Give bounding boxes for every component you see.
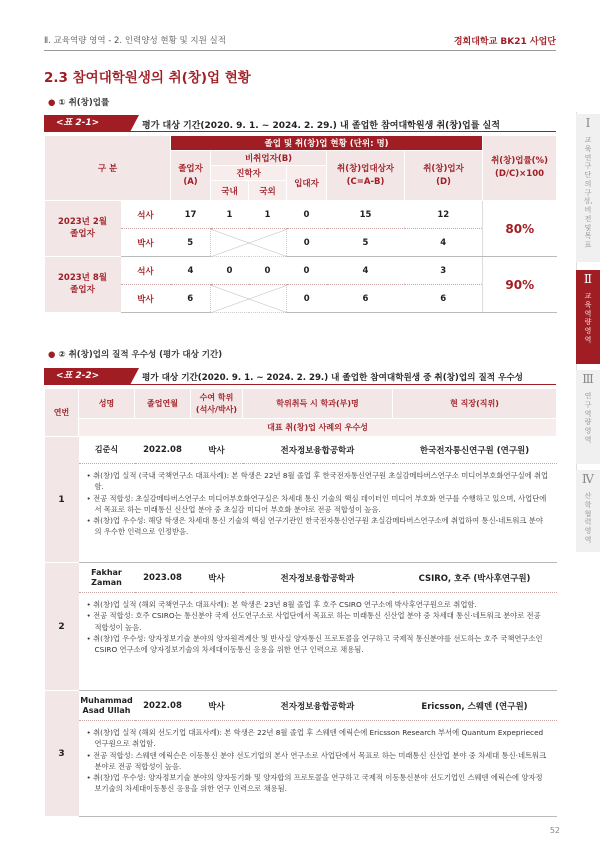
- tab-label: 연구역량 영역: [584, 392, 592, 444]
- header-status: 졸업 및 취(창)업 현황 (단위: 명): [171, 136, 483, 151]
- table-row: [45, 437, 557, 464]
- degree: 박사: [191, 437, 243, 464]
- target-cell: 5: [327, 229, 405, 257]
- desc-item: • 취(창)업 실적 (해외 선도기업 대표사례): 본 학생은 22년 8월 졸업 후 스웨덴 에릭슨에 Ericsson Research 부서에 Quantum Expeprieced 연구원으로 취업함.: [87, 727, 549, 750]
- section-title: 2.3 참여대학원생의 취(창)업 현황: [44, 70, 251, 86]
- desc-item: • 취(창)업 우수성: 양자정보기술 분야의 양자원격계산 및 반사실 양자통신 프로토콜을 연구하고 국제적 통신분야를 선도하는 호주 국책연구소인 CSIRO 연구소에 양자정보기술의 차세대이동통신 응용을 위한 연구 인력으로 채용됨.: [87, 633, 549, 656]
- header-org-name: 경희대학교 BK21 사업단: [453, 37, 556, 47]
- table-row: [45, 691, 557, 721]
- current-job: Ericsson, 스웨덴 (연구원): [393, 691, 557, 721]
- military-cell: 0: [287, 257, 327, 285]
- desc-item: • 취(창)업 실적 (국내 국책연구소 대표사례): 본 학생은 22년 8월 졸업 후 한국전자통신연구원 초실감메타버스연구소 미디어부호화연구실에 취업함.: [87, 470, 549, 493]
- table-row: [45, 285, 557, 313]
- graduates-cell: 6: [171, 285, 211, 313]
- header-rate: 취(창)업률(%) (D/C)×100: [483, 136, 557, 201]
- employed-cell: 12: [405, 201, 483, 229]
- header-degree: 수여 학위 (석사/박사): [191, 389, 243, 419]
- domestic-cell: 1: [211, 201, 249, 229]
- group-label: 2023년 2월 졸업자: [45, 201, 121, 257]
- table-row: [45, 201, 557, 229]
- header-non-employed: 비취업자(B): [211, 151, 327, 166]
- side-tab-4[interactable]: [576, 470, 600, 552]
- department: 전자정보융합공학과: [243, 691, 393, 721]
- military-cell: 0: [287, 229, 327, 257]
- table-row: [45, 464, 557, 563]
- graduates-cell: 4: [171, 257, 211, 285]
- employed-cell: 3: [405, 257, 483, 285]
- table2-caption-text: 평가 대상 기간(2020. 9. 1. ~ 2024. 2. 29.) 내 졸업한 참여대학원생 중 취(창)업의 질적 우수성: [142, 373, 523, 383]
- desc-item: • 전공 적합성: 초실감메타버스연구소 미디어부호화연구실은 차세대 통신 기술의 핵심 데이터인 미디어 부호화 연구를 수행하고 있으며, 사업단에서 목표로 하는 미래통신 신산업 분야 중 초실감 미디어 부호화 분야로 전공 적합성이 높음.: [87, 493, 549, 516]
- caption-underline: [130, 131, 556, 132]
- department: 전자정보융합공학과: [243, 563, 393, 593]
- graduate-name: Fakhar Zaman: [79, 563, 135, 593]
- employed-cell: 6: [405, 285, 483, 313]
- header-military: 입대자: [287, 166, 327, 201]
- page-header: [0, 0, 600, 52]
- header-grad-date: 졸업연월: [135, 389, 191, 419]
- graduation-date: 2023.08: [135, 563, 191, 593]
- header-target: 취(창)업대상자 (C=A-B): [327, 151, 405, 201]
- table-row: [45, 257, 557, 285]
- header-no: 연번: [45, 389, 79, 437]
- table2-caption: [44, 368, 556, 385]
- target-cell: 15: [327, 201, 405, 229]
- subsection-label: ② 취(창)업의 질적 우수성 (평가 대상 기간): [58, 350, 223, 360]
- row-number: 3: [45, 691, 79, 817]
- employment-rate-table: [44, 135, 557, 313]
- degree-cell: 박사: [121, 229, 171, 257]
- graduation-date: 2022.08: [135, 437, 191, 464]
- military-cell: 0: [287, 201, 327, 229]
- degree-cell: 박사: [121, 285, 171, 313]
- header-representative-case: 대표 취(창)업 사례의 우수성: [79, 419, 557, 437]
- header-graduates: 졸업자 (A): [171, 151, 211, 201]
- graduates-cell: 17: [171, 201, 211, 229]
- graduation-date: 2022.08: [135, 691, 191, 721]
- tab-numeral: Ⅲ: [582, 372, 594, 386]
- target-cell: 6: [327, 285, 405, 313]
- row-number: 1: [45, 437, 79, 563]
- military-cell: 0: [287, 285, 327, 313]
- case-description: [79, 464, 557, 563]
- caption-underline: [130, 384, 556, 385]
- graduate-name: Muhammad Asad Ullah: [79, 691, 135, 721]
- degree-cell: 석사: [121, 257, 171, 285]
- rate-cell: 90%: [483, 257, 557, 313]
- employment-quality-table: [44, 388, 557, 817]
- rate-cell: 80%: [483, 201, 557, 257]
- table-row: [45, 721, 557, 817]
- subsection-employment-rate: ● ① 취(창)업률: [48, 98, 110, 108]
- table1-caption: [44, 115, 556, 132]
- header-gubun: 구 분: [45, 136, 171, 201]
- graduates-cell: 5: [171, 229, 211, 257]
- current-job: CSIRO, 호주 (박사후연구원): [393, 563, 557, 593]
- department: 전자정보융합공학과: [243, 437, 393, 464]
- degree: 박사: [191, 691, 243, 721]
- abroad-cell: 0: [249, 257, 287, 285]
- domestic-cell: 0: [211, 257, 249, 285]
- tab-label: 교육연구단의 구성, 비전 및 목표: [583, 136, 593, 249]
- header-employed: 취(창)업자 (D): [405, 151, 483, 201]
- desc-item: • 취(창)업 우수성: 해당 학생은 차세대 통신 기술의 핵심 연구기관인 한국전자통신연구원 초실감메타버스연구소에 취업하여 통신-네트워크 분야의 우수한 인력으로 인정받음.: [87, 515, 549, 538]
- case-description: [79, 721, 557, 817]
- tab-numeral: Ⅰ: [585, 116, 591, 130]
- employed-cell: 4: [405, 229, 483, 257]
- current-job: 한국전자통신연구원 (연구원): [393, 437, 557, 464]
- side-tab-3[interactable]: [576, 370, 600, 464]
- row-number: 2: [45, 563, 79, 691]
- subsection-quality: ● ② 취(창)업의 질적 우수성 (평가 대상 기간): [48, 350, 223, 360]
- tab-numeral: Ⅱ: [583, 272, 593, 286]
- degree: 박사: [191, 563, 243, 593]
- side-tab-1[interactable]: [576, 114, 600, 262]
- subsection-label: ① 취(창)업률: [58, 98, 110, 108]
- group-label: 2023년 8월 졸업자: [45, 257, 121, 313]
- table-row: [45, 229, 557, 257]
- not-applicable-cell: [211, 229, 287, 257]
- desc-item: • 전공 적합성: 호주 CSIRO는 통신분야 국제 선도연구소로 사업단에서 목표로 하는 미래통신 신산업 분야 중 차세대 통신·네트워크 분야로 전공 적합성이 높음.: [87, 610, 549, 633]
- side-tab-2[interactable]: [576, 270, 600, 364]
- header-department: 학위취득 시 학과(부)명: [243, 389, 393, 419]
- header-abroad: 국외: [249, 181, 287, 201]
- table-row: [45, 593, 557, 691]
- header-name: 성명: [79, 389, 135, 419]
- table2-tag: <표 2-2>: [44, 368, 130, 385]
- case-description: [79, 593, 557, 691]
- abroad-cell: 1: [249, 201, 287, 229]
- table1-tag: <표 2-1>: [44, 115, 130, 132]
- page-number: 52: [549, 826, 560, 835]
- degree-cell: 석사: [121, 201, 171, 229]
- table-row: [45, 563, 557, 593]
- tab-label: 교육역량 영역: [584, 292, 592, 344]
- table1-caption-text: 평가 대상 기간(2020. 9. 1. ~ 2024. 2. 29.) 내 졸업한 참여대학원생 취(창)업률 실적: [142, 121, 500, 131]
- graduate-name: 김준식: [79, 437, 135, 464]
- desc-item: • 취(창)업 우수성: 양자정보기술 분야의 양자동기화 및 양자합의 프로토콜을 연구하고 국제적 이동통신분야 선도기업인 스웨덴 에릭슨에 양자정보기술의 차세대이동통신 응용을 위한 연구 인력으로 채용됨.: [87, 772, 549, 795]
- header-further-study: 진학자: [211, 166, 287, 181]
- tab-label: 산학협력 영역: [584, 492, 592, 544]
- desc-item: • 취(창)업 실적 (해외 국책연구소 대표사례): 본 학생은 23년 8월 졸업 후 호주 CSIRO 연구소에 박사후연구원으로 취업함.: [87, 599, 549, 610]
- target-cell: 4: [327, 257, 405, 285]
- header-current-job: 현 직장(직위): [393, 389, 557, 419]
- desc-item: • 전공 적합성: 스웨덴 에릭슨은 이동통신 분야 선도기업의 본사 연구소로 사업단에서 목표로 하는 미래통신 신산업 분야 중 차세대 통신·네트워크 분야로 전공 적합성이 높음.: [87, 750, 549, 773]
- header-domestic: 국내: [211, 181, 249, 201]
- not-applicable-cell: [211, 285, 287, 313]
- header-breadcrumb: Ⅱ. 교육역량 영역 - 2. 인력양성 현황 및 지원 실적: [44, 36, 226, 46]
- header-divider: [44, 50, 556, 51]
- tab-numeral: Ⅳ: [582, 472, 594, 486]
